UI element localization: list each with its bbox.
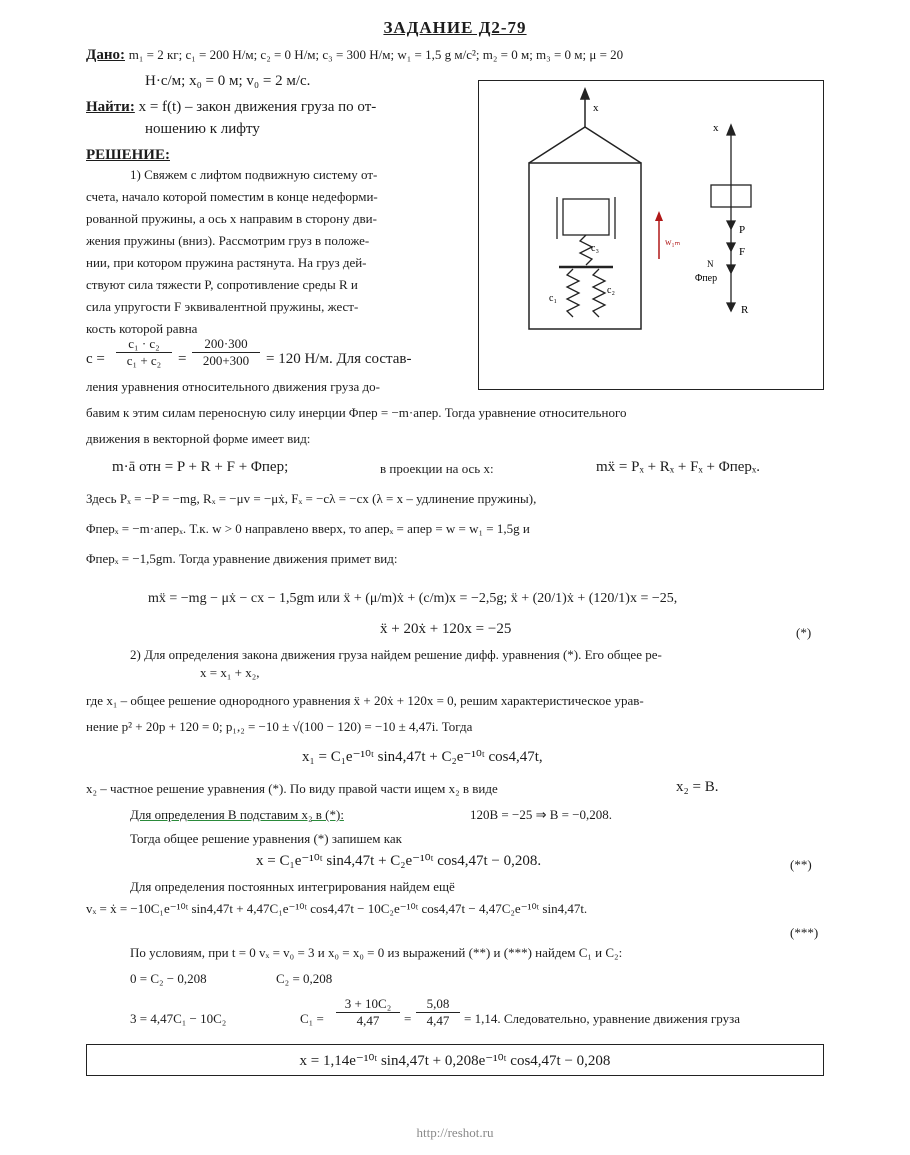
para2-line-8: Для определения постоянных интегрирования найдем ещё bbox=[130, 879, 455, 894]
label-c1: c₁ bbox=[549, 293, 557, 304]
find-line-1 bbox=[86, 98, 376, 116]
eq-general: x = C₁e⁻¹⁰ᵗ sin4,47t + C₂e⁻¹⁰ᵗ cos4,47t − 0,208. bbox=[256, 853, 542, 869]
spring-c1 bbox=[567, 269, 579, 317]
eq-c1-denominator-2: 4,47 bbox=[426, 1013, 450, 1028]
eq-vector-mid: в проекции на ось x: bbox=[380, 461, 494, 476]
given-line-2: Н·с/м; x₀ = 0 м; v₀ = 2 м/с. bbox=[145, 73, 311, 89]
para2-line-6-text: Для определения B подставим x₂ в (*): bbox=[130, 807, 344, 822]
page-title: ЗАДАНИЕ Д2-79 bbox=[383, 18, 527, 37]
para1-line-3: жения пружины (вниз). Рассмотрим груз в положе- bbox=[86, 233, 370, 248]
eq-motion-2-tag: (*) bbox=[796, 625, 812, 640]
eq-c2-right: C₂ = 0,208 bbox=[276, 971, 333, 986]
eq-c1-fraction bbox=[336, 996, 400, 1029]
para1-line-7: кость которой равна bbox=[86, 321, 198, 336]
formula-c-denominator-2: 200+300 bbox=[202, 353, 250, 368]
para2-line-9: По условиям, при t = 0 vₓ = v₀ = 3 и x₀ = x₀ = 0 из выражений (**) и (***) найдем C₁ и C₂: bbox=[130, 945, 623, 960]
label-c2: c₂ bbox=[607, 285, 615, 296]
given-text-1: m₁ = 2 кг; c₁ = 200 Н/м; c₂ = 0 Н/м; c₃ = 300 Н/м; w₁ = 1,5 g м/с²; m₂ = 0 м; m₃ = 0 м; μ = 20 bbox=[128, 47, 624, 62]
formula-c-fraction-2 bbox=[192, 336, 260, 369]
answer-formula: x = 1,14e⁻¹⁰ᵗ sin4,47t + 0,208e⁻¹⁰ᵗ cos4,47t − 0,208 bbox=[299, 1053, 611, 1069]
answer-box bbox=[86, 1044, 824, 1076]
label-r: R bbox=[741, 304, 749, 316]
label-n: N bbox=[707, 259, 714, 269]
para1-line-0: 1) Свяжем с лифтом подвижную систему от- bbox=[130, 167, 378, 182]
eq-vector-right: mẍ = Pₓ + Rₓ + Fₓ + Φперₓ. bbox=[596, 459, 760, 475]
para2-line-6b: 120B = −25 ⇒ B = −0,208. bbox=[470, 807, 613, 822]
here-line-1: Здесь Pₓ = −P = −mg, Rₓ = −μv = −μẋ, Fₓ = −cλ = −cx (λ = x – удлинение пружины), bbox=[86, 491, 537, 506]
spring-c2 bbox=[593, 269, 605, 317]
eq-c1-left: 3 = 4,47C₁ − 10C₂ bbox=[130, 1011, 227, 1026]
fbd-arrow-r bbox=[727, 303, 735, 311]
cab-roof bbox=[529, 127, 641, 163]
eq-c1-fraction-2 bbox=[416, 996, 460, 1029]
para1-line-6: сила упругости F эквивалентной пружины, жест- bbox=[86, 299, 359, 314]
eq-c1-right-b: = bbox=[404, 1011, 412, 1026]
label-w: w₁ₘ bbox=[665, 237, 681, 247]
label-f: F bbox=[739, 246, 746, 258]
formula-c-denominator: c₁ + c₂ bbox=[126, 353, 162, 368]
para2-line-5b: x₂ = B. bbox=[676, 779, 719, 795]
eq-motion-2: ẍ + 20ẋ + 120x = −25 bbox=[380, 621, 512, 637]
para1b-line-1: бавим к этим силам переносную силу инерции Φпер = −m·aпер. Тогда уравнение относительного bbox=[86, 405, 627, 420]
here-line-2: Φперₓ = −m·aперₓ. Т.к. w > 0 направлено вверх, то aперₓ = aпер = w = w₁ = 1,5g и bbox=[86, 521, 530, 536]
eq-velocity: vₓ = ẋ = −10C₁e⁻¹⁰ᵗ sin4,47t + 4,47C₁e⁻¹⁰ᵗ cos4,47t − 10C₂e⁻¹⁰ᵗ cos4,47t − 4,47C₂e⁻¹⁰ᵗ sin4,47t. bbox=[86, 901, 588, 916]
formula-c-mid: = bbox=[178, 351, 187, 367]
para2-line-6 bbox=[130, 806, 344, 824]
para2-line-3: где x₁ – общее решение однородного уравнения ẍ + 20ẋ + 120x = 0, решим характеристическое урав- bbox=[86, 693, 644, 708]
footer-url: http://reshot.ru bbox=[416, 1125, 494, 1140]
formula-c-numerator-2: 200·300 bbox=[192, 336, 260, 353]
eq-c1-right-a: C₁ = bbox=[300, 1011, 324, 1026]
label-c3: c₃ bbox=[591, 243, 599, 254]
eq-c2-left: 0 = C₂ − 0,208 bbox=[130, 971, 207, 986]
elevator-cab bbox=[529, 89, 641, 329]
formula-c-fraction bbox=[116, 336, 172, 369]
find-label: Найти: bbox=[86, 99, 135, 115]
eq-c1-right-c: = 1,14. Следовательно, уравнение движения груза bbox=[464, 1011, 740, 1026]
formula-c-left: c = bbox=[86, 351, 105, 367]
para1b-line-2: движения в векторной форме имеет вид: bbox=[86, 431, 311, 446]
fbd-arrow-p bbox=[727, 221, 735, 229]
para1b-line-0: ления уравнения относительного движения груза до- bbox=[86, 379, 380, 394]
fbd-arrow-f bbox=[727, 243, 735, 251]
label-p: P bbox=[739, 224, 746, 236]
eq-c1-numerator: 3 + 10C₂ bbox=[336, 996, 400, 1013]
solution-label: РЕШЕНИЕ: bbox=[86, 147, 170, 163]
elevator-diagram bbox=[479, 81, 823, 389]
cab-x-arrow-head bbox=[581, 89, 589, 99]
eq-motion-1: mẍ = −mg − μẋ − cx − 1,5gm или ẍ + (μ/m)ẋ + (c/m)x = −2,5g; ẍ + (20/1)ẋ + (120/1)x = −25, bbox=[148, 591, 678, 606]
here-line-3: Φперₓ = −1,5gm. Тогда уравнение движения примет вид: bbox=[86, 551, 398, 566]
formula-c-right: = 120 Н/м. Для состав- bbox=[266, 351, 412, 367]
eq-general-tag: (**) bbox=[790, 857, 812, 872]
para2-line-2: x = x₁ + x₂, bbox=[200, 665, 260, 680]
eq-c1-numerator-2: 5,08 bbox=[416, 996, 460, 1013]
para2-line-7: Тогда общее решение уравнения (*) запишем как bbox=[130, 831, 402, 846]
eq-x1: x₁ = C₁e⁻¹⁰ᵗ sin4,47t + C₂e⁻¹⁰ᵗ cos4,47t, bbox=[302, 749, 543, 765]
label-phi: Φпер bbox=[695, 273, 718, 284]
given-label: Дано: bbox=[86, 47, 125, 63]
label-x-right: x bbox=[713, 122, 719, 134]
para1-line-5: ствуют сила тяжести P, сопротивление среды R и bbox=[86, 277, 358, 292]
label-x-top: x bbox=[593, 102, 599, 114]
fbd-axis-head bbox=[727, 125, 735, 135]
find-line-2: ношению к лифту bbox=[145, 121, 260, 137]
eq-c1-denominator: 4,47 bbox=[356, 1013, 380, 1028]
eq-vector-left: m·ā отн = P + R + F + Φпер; bbox=[112, 459, 289, 475]
given-line-1 bbox=[86, 46, 623, 64]
load-box bbox=[563, 199, 609, 235]
para2-line-4: нение p² + 20p + 120 = 0; p₁,₂ = −10 ± √(100 − 120) = −10 ± 4,47i. Тогда bbox=[86, 719, 473, 734]
eq-velocity-tag: (***) bbox=[790, 925, 819, 940]
para2-line-1-text: 2) Для определения закона движения груза найдем решение дифф. уравнения (*). Его общее ре- bbox=[130, 647, 662, 662]
load-assembly bbox=[557, 197, 615, 317]
para2-line-1 bbox=[130, 646, 662, 664]
para2-line-5: x₂ – частное решение уравнения (*). По виду правой части ищем x₂ в виде bbox=[86, 781, 498, 796]
fbd-arrow-phi bbox=[727, 265, 735, 273]
para1-line-2: рованной пружины, а ось x направим в сторону дви- bbox=[86, 211, 377, 226]
para1-line-4: нии, при котором пружина растянута. На груз дей- bbox=[86, 255, 367, 270]
cab-walls bbox=[529, 163, 641, 329]
acceleration-arrow bbox=[655, 211, 663, 259]
figure-frame bbox=[478, 80, 824, 390]
para1-line-1: счета, начало которой поместим в конце недеформи- bbox=[86, 189, 378, 204]
formula-c-numerator: c₁ · c₂ bbox=[116, 336, 172, 353]
find-text-1: x = f(t) – закон движения груза по от- bbox=[138, 99, 377, 115]
